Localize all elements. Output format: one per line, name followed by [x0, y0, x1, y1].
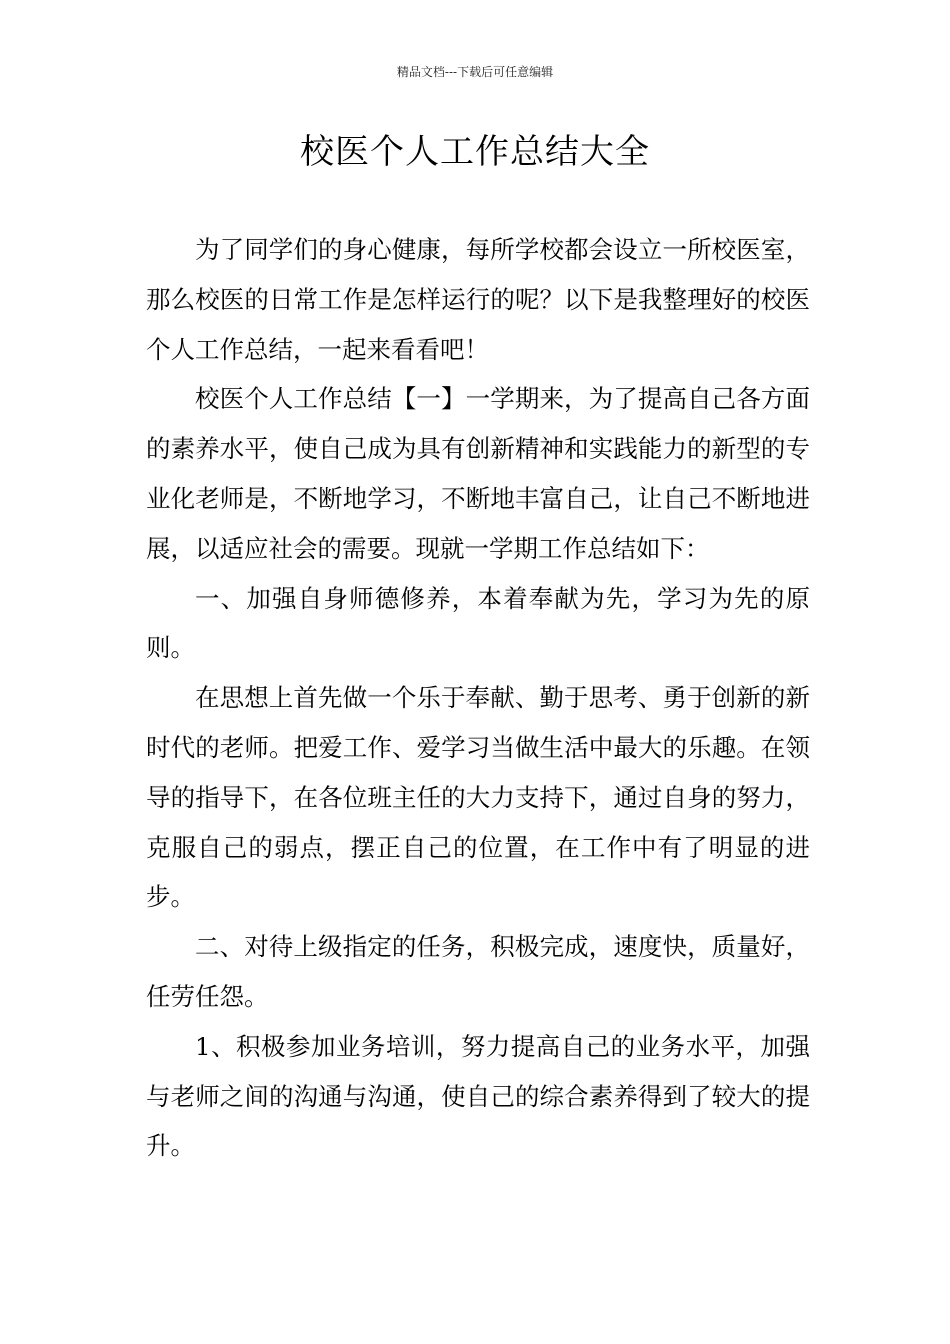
document-title: 校医个人工作总结大全 — [300, 132, 650, 172]
paragraph-section-two-heading: 二、对待上级指定的任务，积极完成，速度快，质量好，任劳任怨。 — [146, 932, 810, 1011]
paragraph-item-one: 1、积极参加业务培训，努力提高自己的业务水平，加强与老师之间的沟通与沟通，使自己的综合素养得到了较大的提升。 — [146, 1031, 810, 1161]
paragraph-section-one-heading: 一、加强自身师德修养，本着奉献为先，学习为先的原则。 — [146, 583, 810, 663]
header-note: 精品文档---下载后可任意编辑 — [396, 65, 554, 79]
document-body — [146, 225, 810, 1171]
paragraph-summary-one: 校医个人工作总结【一】一学期来，为了提高自己各方面的素养水平，使自己成为具有创新精神和实践能力的新型的专业化老师是，不断地学习，不断地丰富自己，让自己不断地进展，以适应社会的需要。现就一学期工作总结如下： — [146, 384, 810, 563]
paragraph-ideology: 在思想上首先做一个乐于奉献、勤于思考、勇于创新的新时代的老师。把爱工作、爱学习当做生活中最大的乐趣。在领导的指导下，在各位班主任的大力支持下，通过自身的努力，克服自己的弱点，摆正自己的位置，在工作中有了明显的进步。 — [146, 683, 810, 912]
paragraph-intro: 为了同学们的身心健康，每所学校都会设立一所校医室，那么校医的日常工作是怎样运行的呢？以下是我整理好的校医个人工作总结，一起来看看吧！ — [146, 235, 810, 364]
